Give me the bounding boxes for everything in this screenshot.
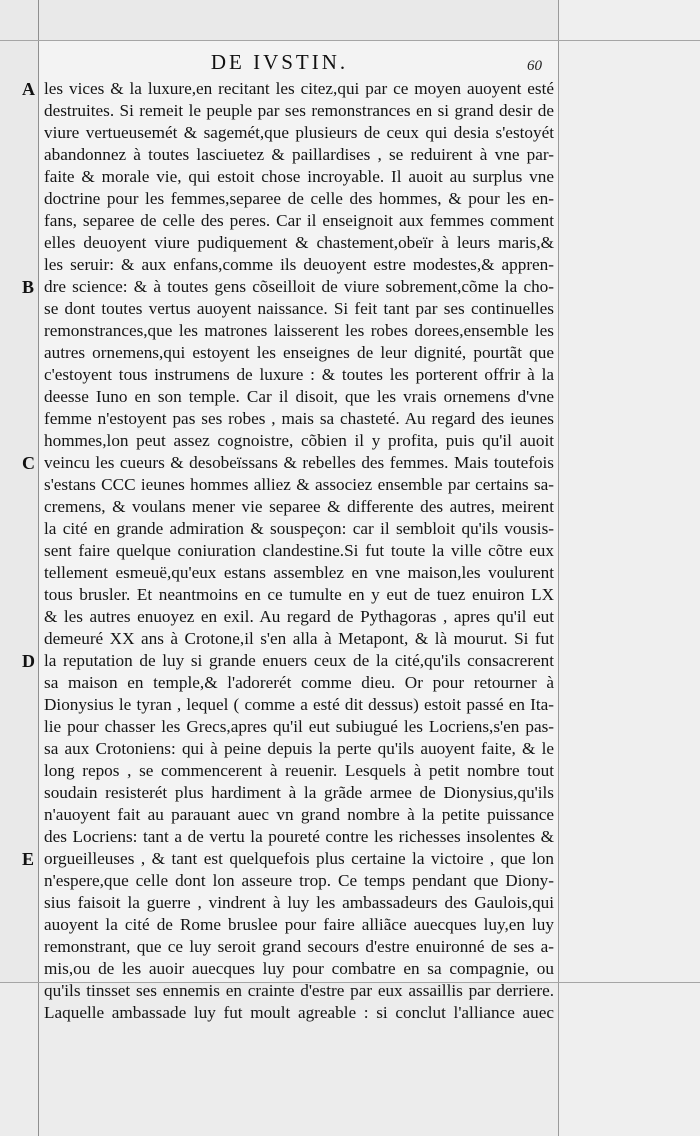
text-line: orgueilleuses , & tant est quelquefois plus certaine la victoire , que lon <box>44 849 554 868</box>
text-line: n'auoyent fait au parauant auec vn grand nombre à la petite puissance <box>44 805 554 824</box>
text-line: faite & morale vie, qui estoit chose incroyable. Il auoit au surplus vne <box>44 167 554 186</box>
text-line: & les autres enuoyez en exil. Au regard de Pythagoras , apres qu'il eut <box>44 607 554 626</box>
body-text <box>44 78 554 1024</box>
text-line: tellement esmeuë,qu'eux estans assemblez en vne maison,les voulurent <box>44 563 554 582</box>
text-line: lie pour chasser les Grecs,apres qu'il eut subiugué les Locriens,s'en pas- <box>44 717 554 736</box>
margin-letter-c: C <box>22 453 35 473</box>
text-line: sius faisoit la guerre , vindrent à luy les ambassadeurs des Gaulois,qui <box>44 893 554 912</box>
frame-line-top <box>0 40 700 41</box>
text-line: cremens, & voulans mener vie separee & differente des autres, meirent <box>44 497 554 516</box>
text-line: autres ornemens,qui estoyent les enseignes de leur dignité, pourtãt que <box>44 343 554 362</box>
frame-line-left <box>38 0 39 1136</box>
text-line: les seruir: & aux enfans,comme ils deuoyent estre modestes,& appren- <box>44 255 554 274</box>
text-line: la cité en grande admiration & souspeçon: car il sembloit qu'ils vousis- <box>44 519 554 538</box>
text-line: fans, separee de celle des peres. Car il enseignoit aux femmes comment <box>44 211 554 230</box>
text-line: remonstrant, que ce luy seroit grand secours d'estre enuironné de ses a- <box>44 937 554 956</box>
text-line: sent faire quelque coniuration clandestine.Si fut toute la ville cõtre eux <box>44 541 554 560</box>
text-line: c'estoyent tous instrumens de luxure : & toutes les porterent offrir à la <box>44 365 554 384</box>
text-line: soudain resisterét plus hardiment à la grãde armee de Dionysius,qu'ils <box>44 783 554 802</box>
text-line: les vices & la luxure,en recitant les citez,qui par ce moyen auoyent esté <box>44 79 554 98</box>
text-line: hommes,lon peut assez cognoistre, cõbien il y profita, puis qu'il auoit <box>44 431 554 450</box>
text-line: la reputation de luy si grande enuers ceux de la cité,qu'ils consacrerent <box>44 651 554 670</box>
text-line: tous brusler. Et neantmoins en ce tumulte en y eut de tuez enuiron LX <box>44 585 554 604</box>
frame-line-right <box>558 0 559 1136</box>
text-line: des Locriens: tant a de vertu la poureté contre les richesses insolentes & <box>44 827 554 846</box>
page-number: 60 <box>527 58 542 74</box>
text-line: sa maison en temple,& l'adorerét comme dieu. Or pour retourner à <box>44 673 554 692</box>
text-line: demeuré XX ans à Crotone,il s'en alla à Metapont, & là mourut. Si fut <box>44 629 554 648</box>
text-line: destruites. Si remeit le peuple par ses remonstrances en si grand desir de <box>44 101 554 120</box>
text-line: auoyent la cité de Rome bruslee pour faire alliãce auecques luy,en luy <box>44 915 554 934</box>
text-line: elles deuoyent viure pudiquement & chastement,obeïr à leurs maris,& <box>44 233 554 252</box>
text-line: s'estans CCC ieunes hommes alliez & associez ensemble par certains sa- <box>44 475 554 494</box>
text-line: mis,ou de les auoir auecques luy pour combatre en sa compagnie, ou <box>44 959 554 978</box>
text-line: remonstrances,que les matrones laisserent les robes dorees,ensemble les <box>44 321 554 340</box>
text-line: sa aux Crotoniens: qui à peine depuis la perte qu'ils auoyent faite, & le <box>44 739 554 758</box>
text-line: long repos , se commencerent à reuenir. Lesquels à petit nombre tout <box>44 761 554 780</box>
margin-letter-a: A <box>22 79 35 99</box>
text-line: n'espere,que celle dont lon asseure trop. Ce temps pendant que Diony- <box>44 871 554 890</box>
running-head: DE IVSTIN. <box>210 50 349 74</box>
text-line: doctrine pour les femmes,separee de celle des hommes, & pour les en- <box>44 189 554 208</box>
text-line: viure vertueusemét & sagemét,que plusieurs de ceux qui desia s'estoyét <box>44 123 554 142</box>
text-line: veincu les cueurs & desobeïssans & rebelles des femmes. Mais toutefois <box>44 453 554 472</box>
margin-letter-e: E <box>22 849 35 869</box>
text-line: se dont toutes vertus auoyent naissance. Si feit tant par ses continuelles <box>44 299 554 318</box>
margin-letter-d: D <box>22 651 35 671</box>
text-line: qu'ils tinsset ses ennemis en crainte d'estre par eux assaillis par derriere. <box>44 981 554 1000</box>
margin-letter-b: B <box>22 277 35 297</box>
text-line: abandonnez à toutes lasciuetez & paillardises , se reduirent à vne par- <box>44 145 554 164</box>
text-line: Laquelle ambassade luy fut moult agreable : si conclut l'alliance auec <box>44 1003 554 1022</box>
text-line: femme n'estoyent pas ses robes , mais sa chasteté. Au regard des ieunes <box>44 409 554 428</box>
text-line: dre science: & à toutes gens cõseilloit de viure sobrement,cõme la cho- <box>44 277 554 296</box>
scan-margin-right <box>559 0 700 1136</box>
text-line: Dionysius le tyran , lequel ( comme a esté dit dessus) estoit passé en Ita- <box>44 695 554 714</box>
text-line: deesse Iuno en son temple. Car il disoit, que les vrais ornemens d'vne <box>44 387 554 406</box>
